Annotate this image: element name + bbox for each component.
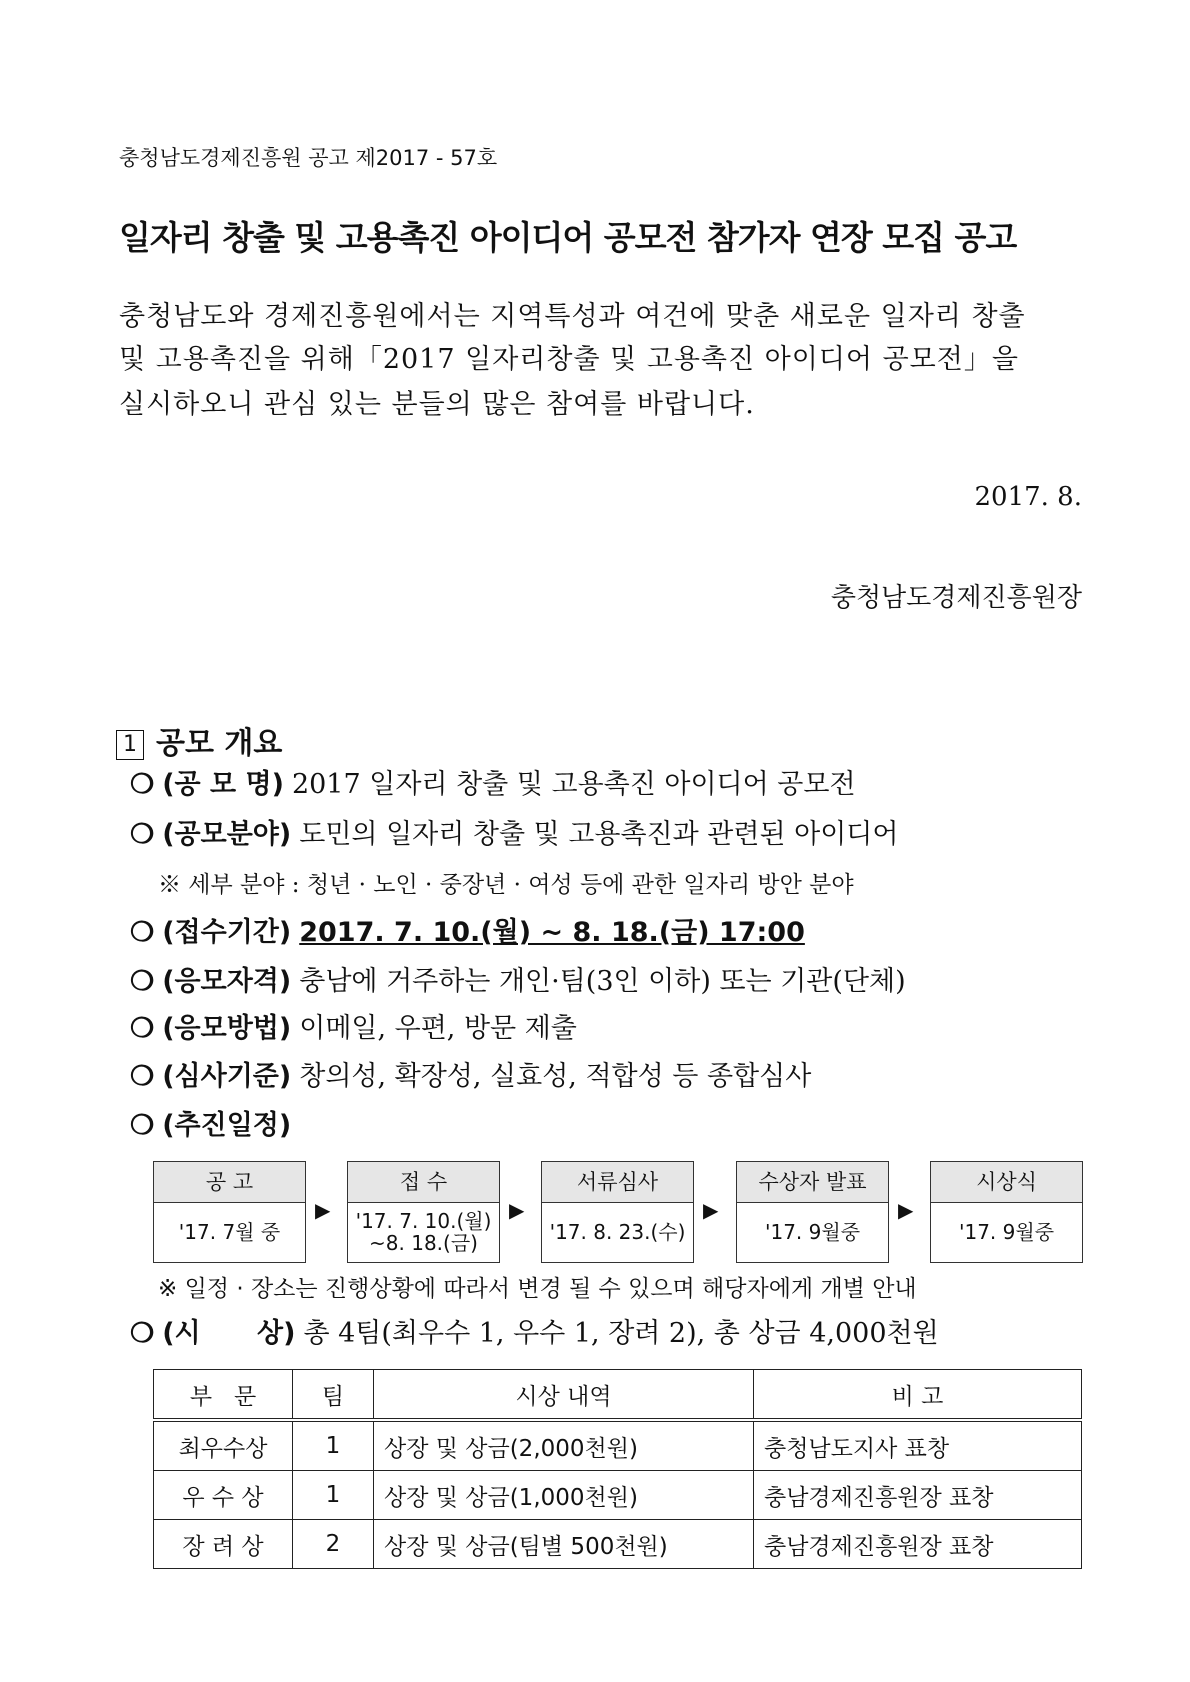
bullet-item	[130, 762, 856, 801]
schedule-step-date: '17. 7월 중	[178, 1220, 281, 1244]
bullet-text: 총 4팀(최우수 1, 우수 1, 장려 2), 총 상금 4,000천원	[303, 1318, 939, 1349]
arrow-right-icon: ▶	[509, 1198, 525, 1222]
bullet-icon: ❍	[130, 1013, 155, 1044]
schedule-step-label: 수상자 발표	[737, 1162, 888, 1203]
table-cell: 장 려 상	[154, 1520, 293, 1569]
bullet-label: (공모분야)	[162, 819, 292, 850]
bullet-item	[130, 1054, 811, 1093]
bullet-label: (추진일정)	[162, 1110, 292, 1141]
arrow-right-icon: ▶	[898, 1198, 914, 1222]
bullet-icon: ❍	[130, 769, 155, 800]
intro-line: 충청남도와 경제진흥원에서는 지역특성과 여건에 맞춘 새로운 일자리 창출	[119, 301, 1026, 332]
notice-number: 충청남도경제진흥원 공고 제2017 - 57호	[119, 146, 498, 170]
schedule-step	[736, 1161, 889, 1263]
table-row	[154, 1520, 1082, 1569]
notice-date: 2017. 8.	[974, 482, 1082, 512]
table-cell: 상장 및 상금(팀별 500천원)	[374, 1520, 754, 1569]
schedule-note: ※ 일정 · 장소는 진행상황에 따라서 변경 될 수 있으며 해당자에게 개별 안내	[158, 1276, 917, 1302]
section-title: 공모 개요	[156, 726, 283, 761]
schedule-step	[153, 1161, 306, 1263]
bullet-icon: ❍	[130, 917, 155, 948]
schedule-step-date: '17. 9월중	[958, 1220, 1055, 1244]
bullet-icon: ❍	[130, 966, 155, 997]
table-cell: 1	[293, 1471, 374, 1520]
bullet-text: 이메일, 우편, 방문 제출	[299, 1013, 577, 1044]
section-heading	[116, 718, 282, 762]
schedule-step	[347, 1161, 500, 1263]
arrow-right-icon: ▶	[315, 1198, 331, 1222]
column-header: 비 고	[754, 1370, 1082, 1421]
schedule-step	[930, 1161, 1083, 1263]
table-cell: 우 수 상	[154, 1471, 293, 1520]
column-header: 시상 내역	[374, 1370, 754, 1421]
table-cell: 최우수상	[154, 1420, 293, 1471]
table-cell: 충남경제진흥원장 표창	[754, 1520, 1082, 1569]
bullet-item	[130, 1311, 939, 1350]
bullet-label: (심사기준)	[162, 1061, 292, 1092]
bullet-item	[130, 1103, 299, 1142]
table-row	[154, 1471, 1082, 1520]
table-cell: 2	[293, 1520, 374, 1569]
column-header: 팀	[293, 1370, 374, 1421]
sub-note: ※ 세부 분야 : 청년 · 노인 · 중장년 · 여성 등에 관한 일자리 방안 분야	[158, 872, 854, 898]
issuer: 충청남도경제진흥원장	[830, 583, 1082, 613]
intro-line: 실시하오니 관심 있는 분들의 많은 참여를 바랍니다.	[119, 389, 755, 420]
bullet-item	[130, 910, 805, 949]
column-header: 부 문	[154, 1370, 293, 1421]
table-row	[154, 1420, 1082, 1471]
bullet-icon: ❍	[130, 1318, 155, 1349]
bullet-text: 도민의 일자리 창출 및 고용촉진과 관련된 아이디어	[299, 819, 899, 850]
table-cell: 1	[293, 1420, 374, 1471]
bullet-item	[130, 959, 906, 998]
bullet-label: (응모방법)	[162, 1013, 292, 1044]
bullet-item	[130, 812, 898, 851]
arrow-right-icon: ▶	[703, 1198, 719, 1222]
bullet-text: 충남에 거주하는 개인·팀(3인 이하) 또는 기관(단체)	[299, 966, 906, 997]
intro-line: 및 고용촉진을 위해「2017 일자리창출 및 고용촉진 아이디어 공모전」을	[119, 344, 1019, 375]
page-title: 일자리 창출 및 고용촉진 아이디어 공모전 참가자 연장 모집 공고	[119, 218, 1017, 257]
table-cell: 상장 및 상금(1,000천원)	[374, 1471, 754, 1520]
schedule-step-label: 시상식	[931, 1162, 1082, 1203]
bullet-icon: ❍	[130, 1061, 155, 1092]
schedule-step-label: 공 고	[154, 1162, 305, 1203]
schedule-step-label: 서류심사	[542, 1162, 693, 1203]
bullet-text: 2017. 7. 10.(월) ~ 8. 18.(금) 17:00	[299, 917, 805, 948]
schedule-step-date: '17. 9월중	[764, 1220, 861, 1244]
section-number: 1	[116, 730, 144, 760]
bullet-item	[130, 1006, 577, 1045]
schedule-step	[541, 1161, 694, 1263]
table-cell: 충청남도지사 표창	[754, 1420, 1082, 1471]
bullet-icon: ❍	[130, 819, 155, 850]
bullet-label: (접수기간)	[162, 917, 292, 948]
schedule-step-label: 접 수	[348, 1162, 499, 1203]
table-cell: 상장 및 상금(2,000천원)	[374, 1420, 754, 1471]
bullet-text: 창의성, 확장성, 실효성, 적합성 등 종합심사	[299, 1061, 812, 1092]
table-header-row	[154, 1370, 1082, 1421]
bullet-text: 2017 일자리 창출 및 고용촉진 아이디어 공모전	[291, 769, 856, 800]
award-table	[153, 1369, 1082, 1569]
schedule-step-date: '17. 7. 10.(월) ~8. 18.(금)	[355, 1209, 492, 1255]
table-cell: 충남경제진흥원장 표창	[754, 1471, 1082, 1520]
bullet-icon: ❍	[130, 1110, 155, 1141]
bullet-label: (응모자격)	[162, 966, 292, 997]
bullet-label: (공 모 명)	[162, 769, 284, 800]
schedule-step-date: '17. 8. 23.(수)	[549, 1220, 686, 1244]
bullet-label: (시 상)	[162, 1318, 296, 1349]
